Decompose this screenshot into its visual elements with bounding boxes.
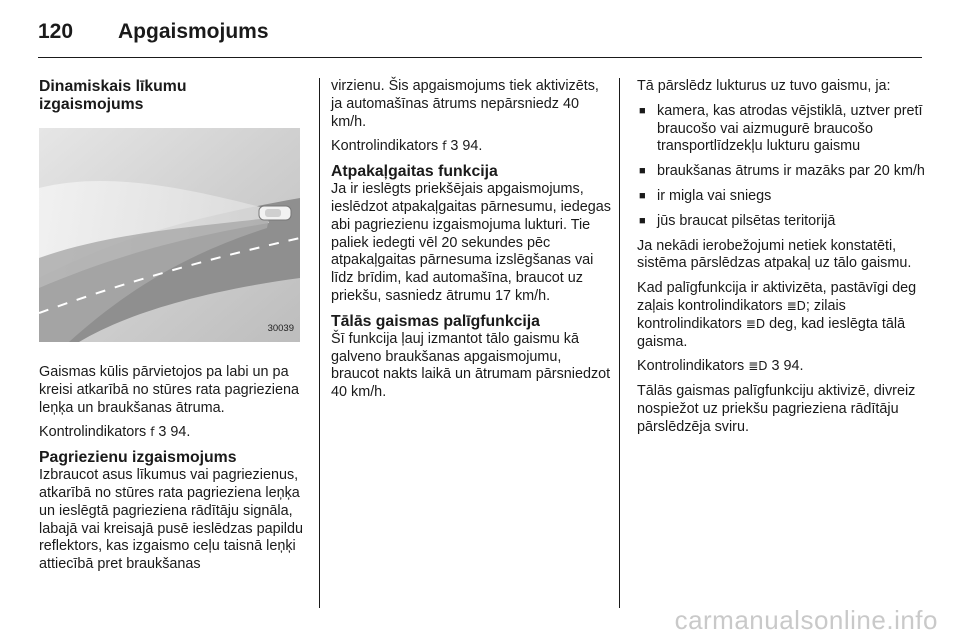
paragraph: Šī funkcija ļauj izmantot tālo gaismu kā galveno braukšanas apgaismojumu, braucot nakts laikā un ātrumam pārsniedzot 40 km/h.: [331, 330, 611, 401]
list-item: ■ braukšanas ātrums ir mazāks par 20 km/h: [637, 163, 927, 181]
road-lighting-illustration: [39, 128, 300, 342]
column-2: [331, 78, 613, 409]
text: Kad palīgfunkcija ir aktivizēta, pastāvīgi deg zaļais kontrolindikators: [637, 280, 917, 314]
figure-number: 30039: [267, 323, 294, 335]
high-beam-indicator-icon: ≣D: [745, 316, 766, 331]
column-1: [39, 78, 307, 581]
header-rule: [38, 57, 922, 58]
curve-light-illustration: [39, 128, 300, 342]
section-heading-cornering-light: Pagriezienu izgaismojums: [39, 449, 237, 467]
high-beam-indicator-icon: ≣D: [748, 359, 768, 374]
paragraph: Ja ir ieslēgts priekšējais apgaismojums, ieslēdzot atpakaļgaitas pārnesumu, iedegas abi pagriezienu izgaismojuma lukturi. Tie paliek iedegti vēl 20 sekundes pēc atpakaļgaitas pārnesuma izslēgšanas vai līdz brīdim, kad automašīna, braucot uz priekšu, sasniedz ātrumu 17 km/h.: [331, 181, 611, 304]
page-reference: 3 94.: [450, 138, 483, 155]
condition-list: [637, 103, 927, 231]
list-item: ■ jūs braucat pilsētas teritorijā: [637, 213, 927, 231]
reference-text: Kontrolindikators: [331, 138, 443, 155]
indicator-icon: f: [150, 425, 155, 440]
paragraph: Gaismas kūlis pārvietojos pa labi un pa kreisi atkarībā no stūres rata pagrieziena leņķa un braukšanas ātruma.: [39, 364, 299, 416]
paragraph: Izbraucot asus līkumus vai pagriezienus, atkarībā no stūres rata pagrieziena leņķa un ieslēgtā pagrieziena rādītāju signāla, labajā vai kreisajā pusē ieslēdzas papildu reflektors, kas izgaismo ceļu taisnā leņķi attiecībā pret braukšanas: [39, 467, 303, 573]
reference-text: Kontrolindikators: [637, 358, 749, 375]
paragraph: virzienu. Šis apgaismojums tiek aktivizēts, ja automašīnas ātrums nepārsniedz 40 km/h.: [331, 78, 599, 130]
column-3: [637, 78, 927, 444]
indicator-reference: [39, 424, 307, 442]
column-divider: [619, 78, 620, 608]
section-heading-high-beam-assist: Tālās gaismas palīgfunkcija: [331, 312, 540, 330]
indicator-reference: [331, 138, 613, 156]
page-reference: 3 94.: [158, 424, 191, 441]
page-reference: 3 94.: [767, 358, 804, 375]
section-heading-dynamic-lighting: Dinamiskais līkumu izgaismojums: [39, 78, 187, 113]
high-beam-indicator-icon: ≣D: [786, 298, 806, 313]
indicator-reference: [637, 358, 927, 376]
indicator-icon: f: [442, 139, 447, 154]
paragraph: Tālās gaismas palīgfunkciju aktivizē, divreiz nospiežot uz priekšu pagrieziena rādītāju pārslēdzēja sviru.: [637, 383, 916, 435]
paragraph: [637, 280, 927, 351]
paragraph: Ja nekādi ierobežojumi netiek konstatēti, sistēma pārslēdzas atpakaļ uz tālo gaismu.: [637, 237, 912, 272]
text: deg, kad ieslēgta tālā gaisma.: [637, 315, 906, 350]
reference-text: Kontrolindikators: [39, 424, 151, 441]
list-item: ■ ir migla vai sniegs: [637, 188, 927, 206]
list-item: ■ kamera, kas atrodas vējstiklā, uztver pretī braucošo vai aizmugurē braucošo transportlīdzekļu lukturu gaismu: [637, 103, 927, 156]
paragraph: Tā pārslēdz lukturus uz tuvo gaismu, ja:: [637, 78, 891, 94]
watermark: carmanualsonline.info: [674, 605, 938, 635]
text: ; zilais kontrolindikators: [637, 297, 846, 332]
section-heading-reverse-function: Atpakaļgaitas funkcija: [331, 163, 498, 181]
page-number: 120: [38, 20, 74, 43]
page-title: Apgaismojums: [118, 20, 269, 43]
column-divider: [319, 78, 320, 608]
